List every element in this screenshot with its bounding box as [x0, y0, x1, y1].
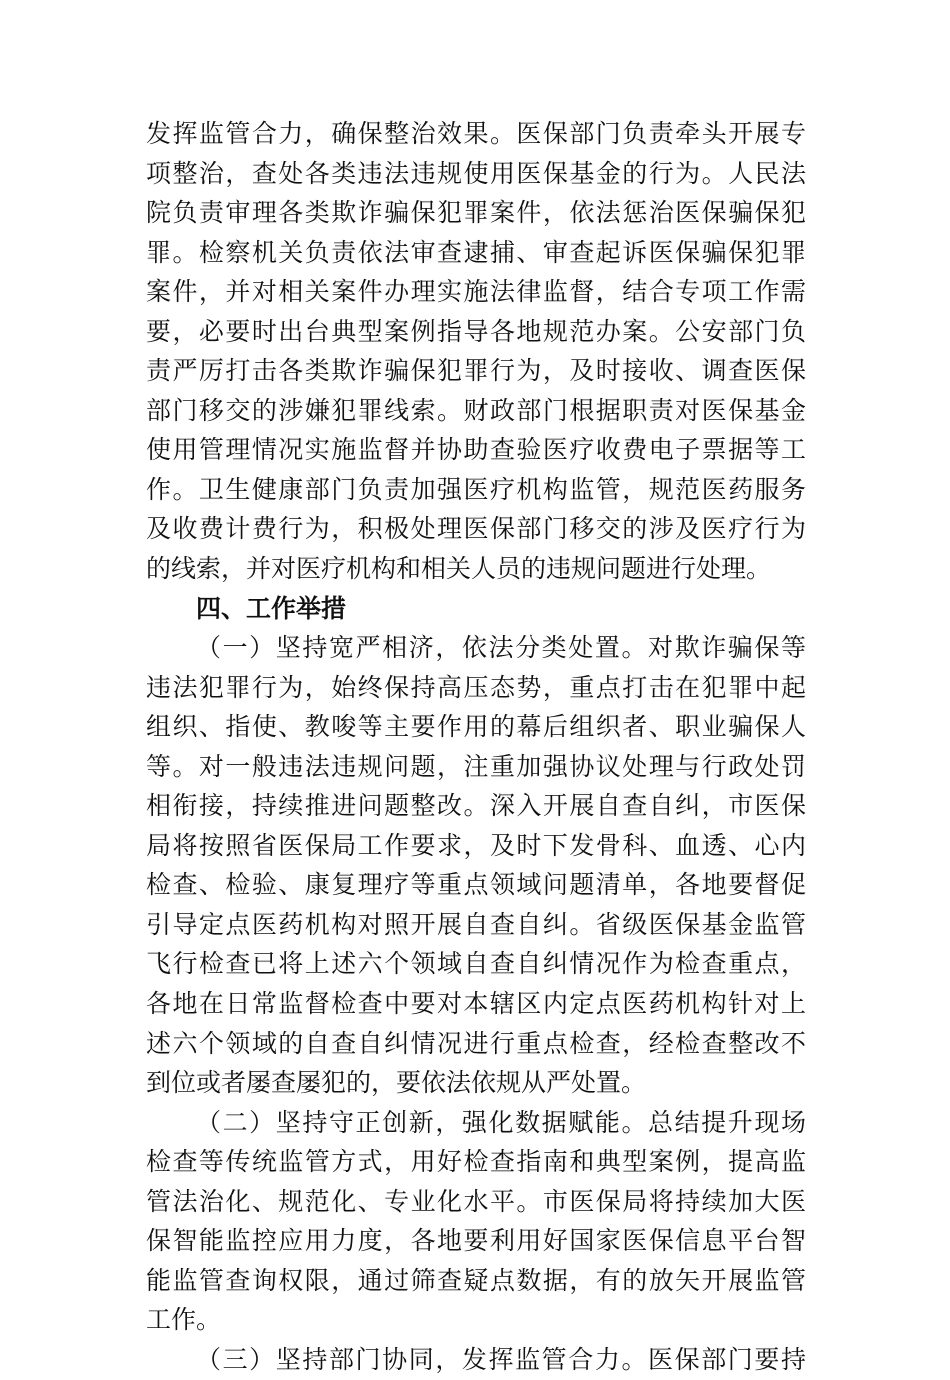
text-line: 检查、检验、康复理疗等重点领域问题清单，各地要督促	[146, 870, 806, 900]
text-line: 罪。检察机关负责依法审查逮捕、审查起诉医保骗保犯罪	[146, 237, 806, 267]
text-line: 项整治，查处各类违法违规使用医保基金的行为。人民法	[146, 158, 806, 188]
text-line: 保智能监控应用力度，各地要利用好国家医保信息平台智	[146, 1226, 806, 1256]
text-line: 等。对一般违法违规问题，注重加强协议处理与行政处罚	[146, 751, 806, 781]
text-line: 要，必要时出台典型案例指导各地规范办案。公安部门负	[146, 316, 806, 346]
text-line: 能监管查询权限，通过筛查疑点数据，有的放矢开展监管	[146, 1265, 806, 1295]
text-line: 相衔接，持续推进问题整改。深入开展自查自纠，市医保	[146, 791, 806, 821]
text-line: 飞行检查已将上述六个领域自查自纠情况作为检查重点，	[146, 949, 806, 979]
text-line: 违法犯罪行为，始终保持高压态势，重点打击在犯罪中起	[146, 672, 806, 702]
text-line: （二）坚持守正创新，强化数据赋能。总结提升现场	[196, 1107, 806, 1137]
text-line: 案件，并对相关案件办理实施法律监督，结合专项工作需	[146, 277, 806, 307]
document-page	[146, 114, 806, 1380]
text-line: 部门移交的涉嫌犯罪线索。财政部门根据职责对医保基金	[146, 395, 806, 425]
item-2-paragraph	[146, 1103, 806, 1340]
text-line: 及收费计费行为，积极处理医保部门移交的涉及医疗行为	[146, 514, 806, 544]
text-line: 的线索，并对医疗机构和相关人员的违规问题进行处理。	[146, 554, 772, 584]
text-line: 到位或者屡查屡犯的，要依法依规从严处置。	[146, 1068, 647, 1098]
text-line: 管法治化、规范化、专业化水平。市医保局将持续加大医	[146, 1186, 806, 1216]
text-line: 责严厉打击各类欺诈骗保犯罪行为，及时接收、调查医保	[146, 356, 806, 386]
text-line: 引导定点医药机构对照开展自查自纠。省级医保基金监管	[146, 909, 806, 939]
text-line: 述六个领域的自查自纠情况进行重点检查，经检查整改不	[146, 1028, 806, 1058]
text-line: 局将按照省医保局工作要求，及时下发骨科、血透、心内	[146, 830, 806, 860]
text-line: 使用管理情况实施监督并协助查验医疗收费电子票据等工	[146, 435, 806, 465]
text-line: 发挥监管合力，确保整治效果。医保部门负责牵头开展专	[146, 119, 806, 148]
section-3-tail-paragraph	[146, 114, 806, 589]
text-line: 各地在日常监督检查中要对本辖区内定点医药机构针对上	[146, 989, 806, 1019]
section-4-heading: 四、工作举措	[196, 593, 347, 623]
text-line: （三）坚持部门协同，发挥监管合力。医保部门要持	[196, 1344, 806, 1374]
item-3-paragraph	[146, 1340, 806, 1380]
text-line: 院负责审理各类欺诈骗保犯罪案件，依法惩治医保骗保犯	[146, 198, 806, 228]
text-line: 工作。	[146, 1305, 222, 1335]
text-line: 作。卫生健康部门负责加强医疗机构监管，规范医药服务	[146, 474, 806, 504]
item-1-paragraph	[146, 628, 806, 1103]
text-line: （一）坚持宽严相济，依法分类处置。对欺诈骗保等	[196, 633, 806, 663]
text-line: 检查等传统监管方式，用好检查指南和典型案例，提高监	[146, 1147, 806, 1177]
text-line: 组织、指使、教唆等主要作用的幕后组织者、职业骗保人	[146, 712, 806, 742]
